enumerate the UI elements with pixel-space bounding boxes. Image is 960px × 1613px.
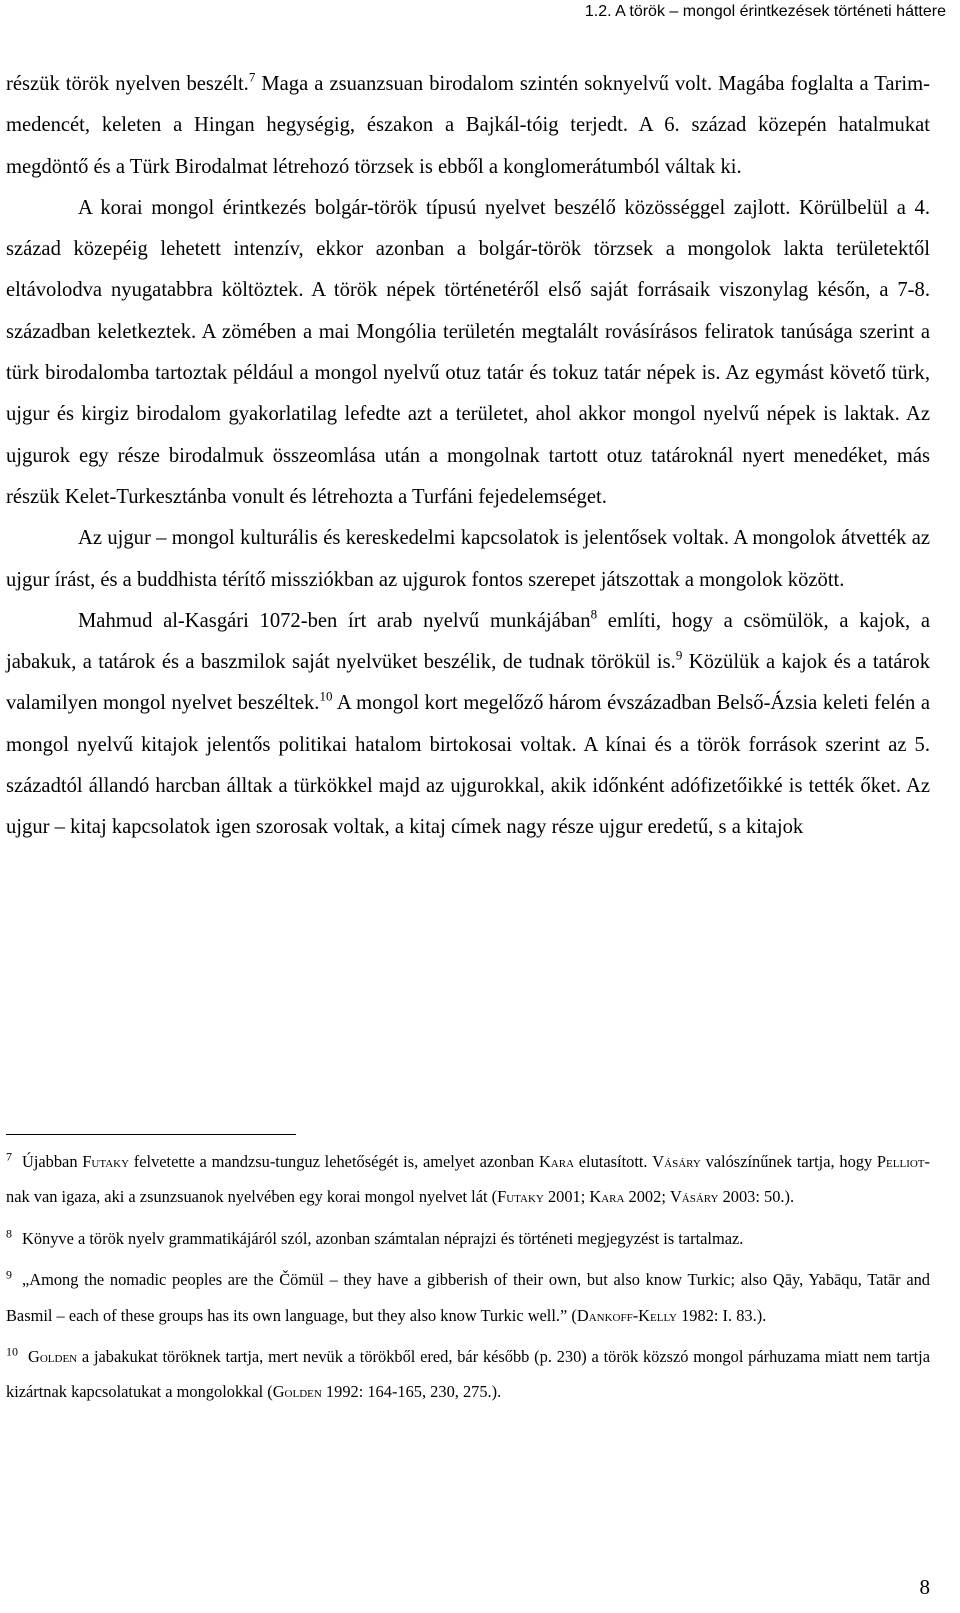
text-run: felvetette a mandzsu-tunguz lehetőségét is, amelyet azonban [129, 1152, 539, 1171]
author-name: Futaky [497, 1187, 544, 1207]
paragraph [6, 64, 930, 188]
footnotes [6, 1144, 930, 1410]
text-run: A korai mongol érintkezés bolgár-török típusú nyelvet beszélő közösséggel zajlott. Körülbelül a 4. század közepéig lehetett intenzív, ekkor azonban a bolgár-török törzsek a mongolok lakta területektől eltávolodva nyugatabbra költöztek. A török népek történetéről első saját forrásaik viszonylag későn, a 7-8. században keletkeztek. A zömében a mai Mongólia területén megtalált rovásírásos feliratok tanúsága szerint a türk birodalomba tartoztak például a mongol nyelvű otuz tatár és tokuz tatár népek is. Az egymást követő türk, ujgur és kirgiz birodalom gyakorlatilag lefedte azt a területet, ahol akkor mongol nyelvű népek is laktak. Az ujgurok egy része birodalmuk összeomlása után a mongolnak tartott otuz tatároknál nyert menedéket, más részük Kelet-Turkesztánba vonult és létrehozta a Turfáni fejedelemséget. [6, 196, 930, 508]
footnote-ref: 9 [675, 647, 683, 663]
author-name: Golden [28, 1347, 78, 1367]
text-run: Maga a zsuanzsuan birodalom szintén soknyelvű volt. Magába foglalta a Tarim-medencét, keleten a Hingan hegységig, északon a Bajkál-tóig terjedt. A 6. század közepén hatalmukat megdöntő és a Türk Birodalmat létrehozó törzsek is ebből a konglomerátumból váltak ki. [6, 73, 930, 178]
footnote [6, 1221, 930, 1256]
body-text [6, 64, 930, 849]
author-name: Dankoff-Kelly [576, 1305, 678, 1325]
footnote-ref: 10 [319, 689, 333, 705]
paragraph [6, 188, 930, 518]
text-run: Az ujgur – mongol kulturális és kereskedelmi kapcsolatok is jelentősek voltak. A mongolok átvették az ujgur írást, és a buddhista térítő missziókban az ujgurok fontos szerepet játszottak a mongolok között. [6, 527, 930, 591]
text-run: elutasított. [574, 1152, 653, 1171]
text-run: említi, hogy a csömülök, a kajok, a jabakuk, a tatárok és a baszmilok saját nyelvüket beszélik, de tudnak törökül is. [6, 609, 930, 674]
author-name: Vásáry [652, 1152, 701, 1171]
running-header: 1.2. A török – mongol érintkezések történeti háttere [584, 3, 946, 20]
text-run: 2002; [624, 1187, 670, 1207]
text-run: Újabban [22, 1152, 83, 1171]
footnote [6, 1339, 930, 1410]
footnote-number: 7 [6, 1149, 12, 1164]
footnote-separator [6, 1134, 296, 1135]
author-name: Golden [272, 1382, 322, 1402]
paragraph [6, 601, 930, 849]
footnote-number: 10 [6, 1344, 18, 1359]
footnote-number: 9 [6, 1267, 12, 1282]
text-run: a jabakukat töröknek tartja, mert nevük a törökből ered, bár később (p. 230) a török közszó mongol párhuzama miatt nem tartja kizártnak kapcsolatukat a mongolokkal ( [6, 1347, 930, 1402]
footnote [6, 1262, 930, 1333]
text-run: részük török nyelven beszélt. [6, 73, 249, 95]
page-number: 8 [919, 1575, 930, 1599]
text-run: 1992: 164-165, 230, 275.). [321, 1382, 502, 1402]
footnote-number: 8 [6, 1226, 12, 1241]
text-run: 2003: 50.). [718, 1187, 795, 1207]
text-run: valószínűnek tartja, hogy [700, 1152, 877, 1171]
footnote-ref: 8 [590, 606, 598, 622]
author-name: Kara [589, 1187, 625, 1207]
paragraph [6, 518, 930, 601]
text-run: Mahmud al-Kasgári 1072-ben írt arab nyelvű munkájában [78, 609, 591, 632]
footnote [6, 1144, 930, 1215]
text-run: 2001; [543, 1187, 590, 1207]
text-run: „Among the nomadic peoples are the Čömül – they have a gibberish of their own, but also know Turkic; also Qāy, Yabāqu, Tatār and Basmil – each of these groups has its own language, but they also know Turkic well.” ( [6, 1270, 930, 1325]
text-run: Könyve a török nyelv grammatikájáról szól, azonban számtalan néprajzi és történeti megjegyzést is tartalmaz. [22, 1228, 744, 1248]
author-name: Pelliot [876, 1152, 925, 1171]
footnote-ref: 7 [248, 69, 256, 85]
text-run: Közülük a kajok és a tatárok valamilyen mongol nyelvet beszéltek. [6, 651, 930, 715]
text-run: A mongol kort megelőző három évszázadban Belső-Ázsia keleti felén a mongol nyelvű kitajok jelentős politikai hatalom birtokosai voltak. A kínai és a török források szerint az 5. századtól állandó harcban álltak a türkökkel majd az ujgurokkal, akik időnként adófizetőikké is tették őket. Az ujgur – kitaj kapcsolatok igen szorosak voltak, a kitaj címek nagy része ujgur eredetű, s a kitajok [6, 692, 930, 839]
author-name: Kara [538, 1152, 575, 1171]
author-name: Futaky [82, 1152, 130, 1171]
author-name: Vásáry [669, 1187, 719, 1207]
text-run: 1982: I. 83.). [677, 1305, 767, 1325]
text-run: -nak van igaza, aki a zsunzsuanok nyelvében egy korai mongol nyelvet lát ( [6, 1152, 930, 1207]
